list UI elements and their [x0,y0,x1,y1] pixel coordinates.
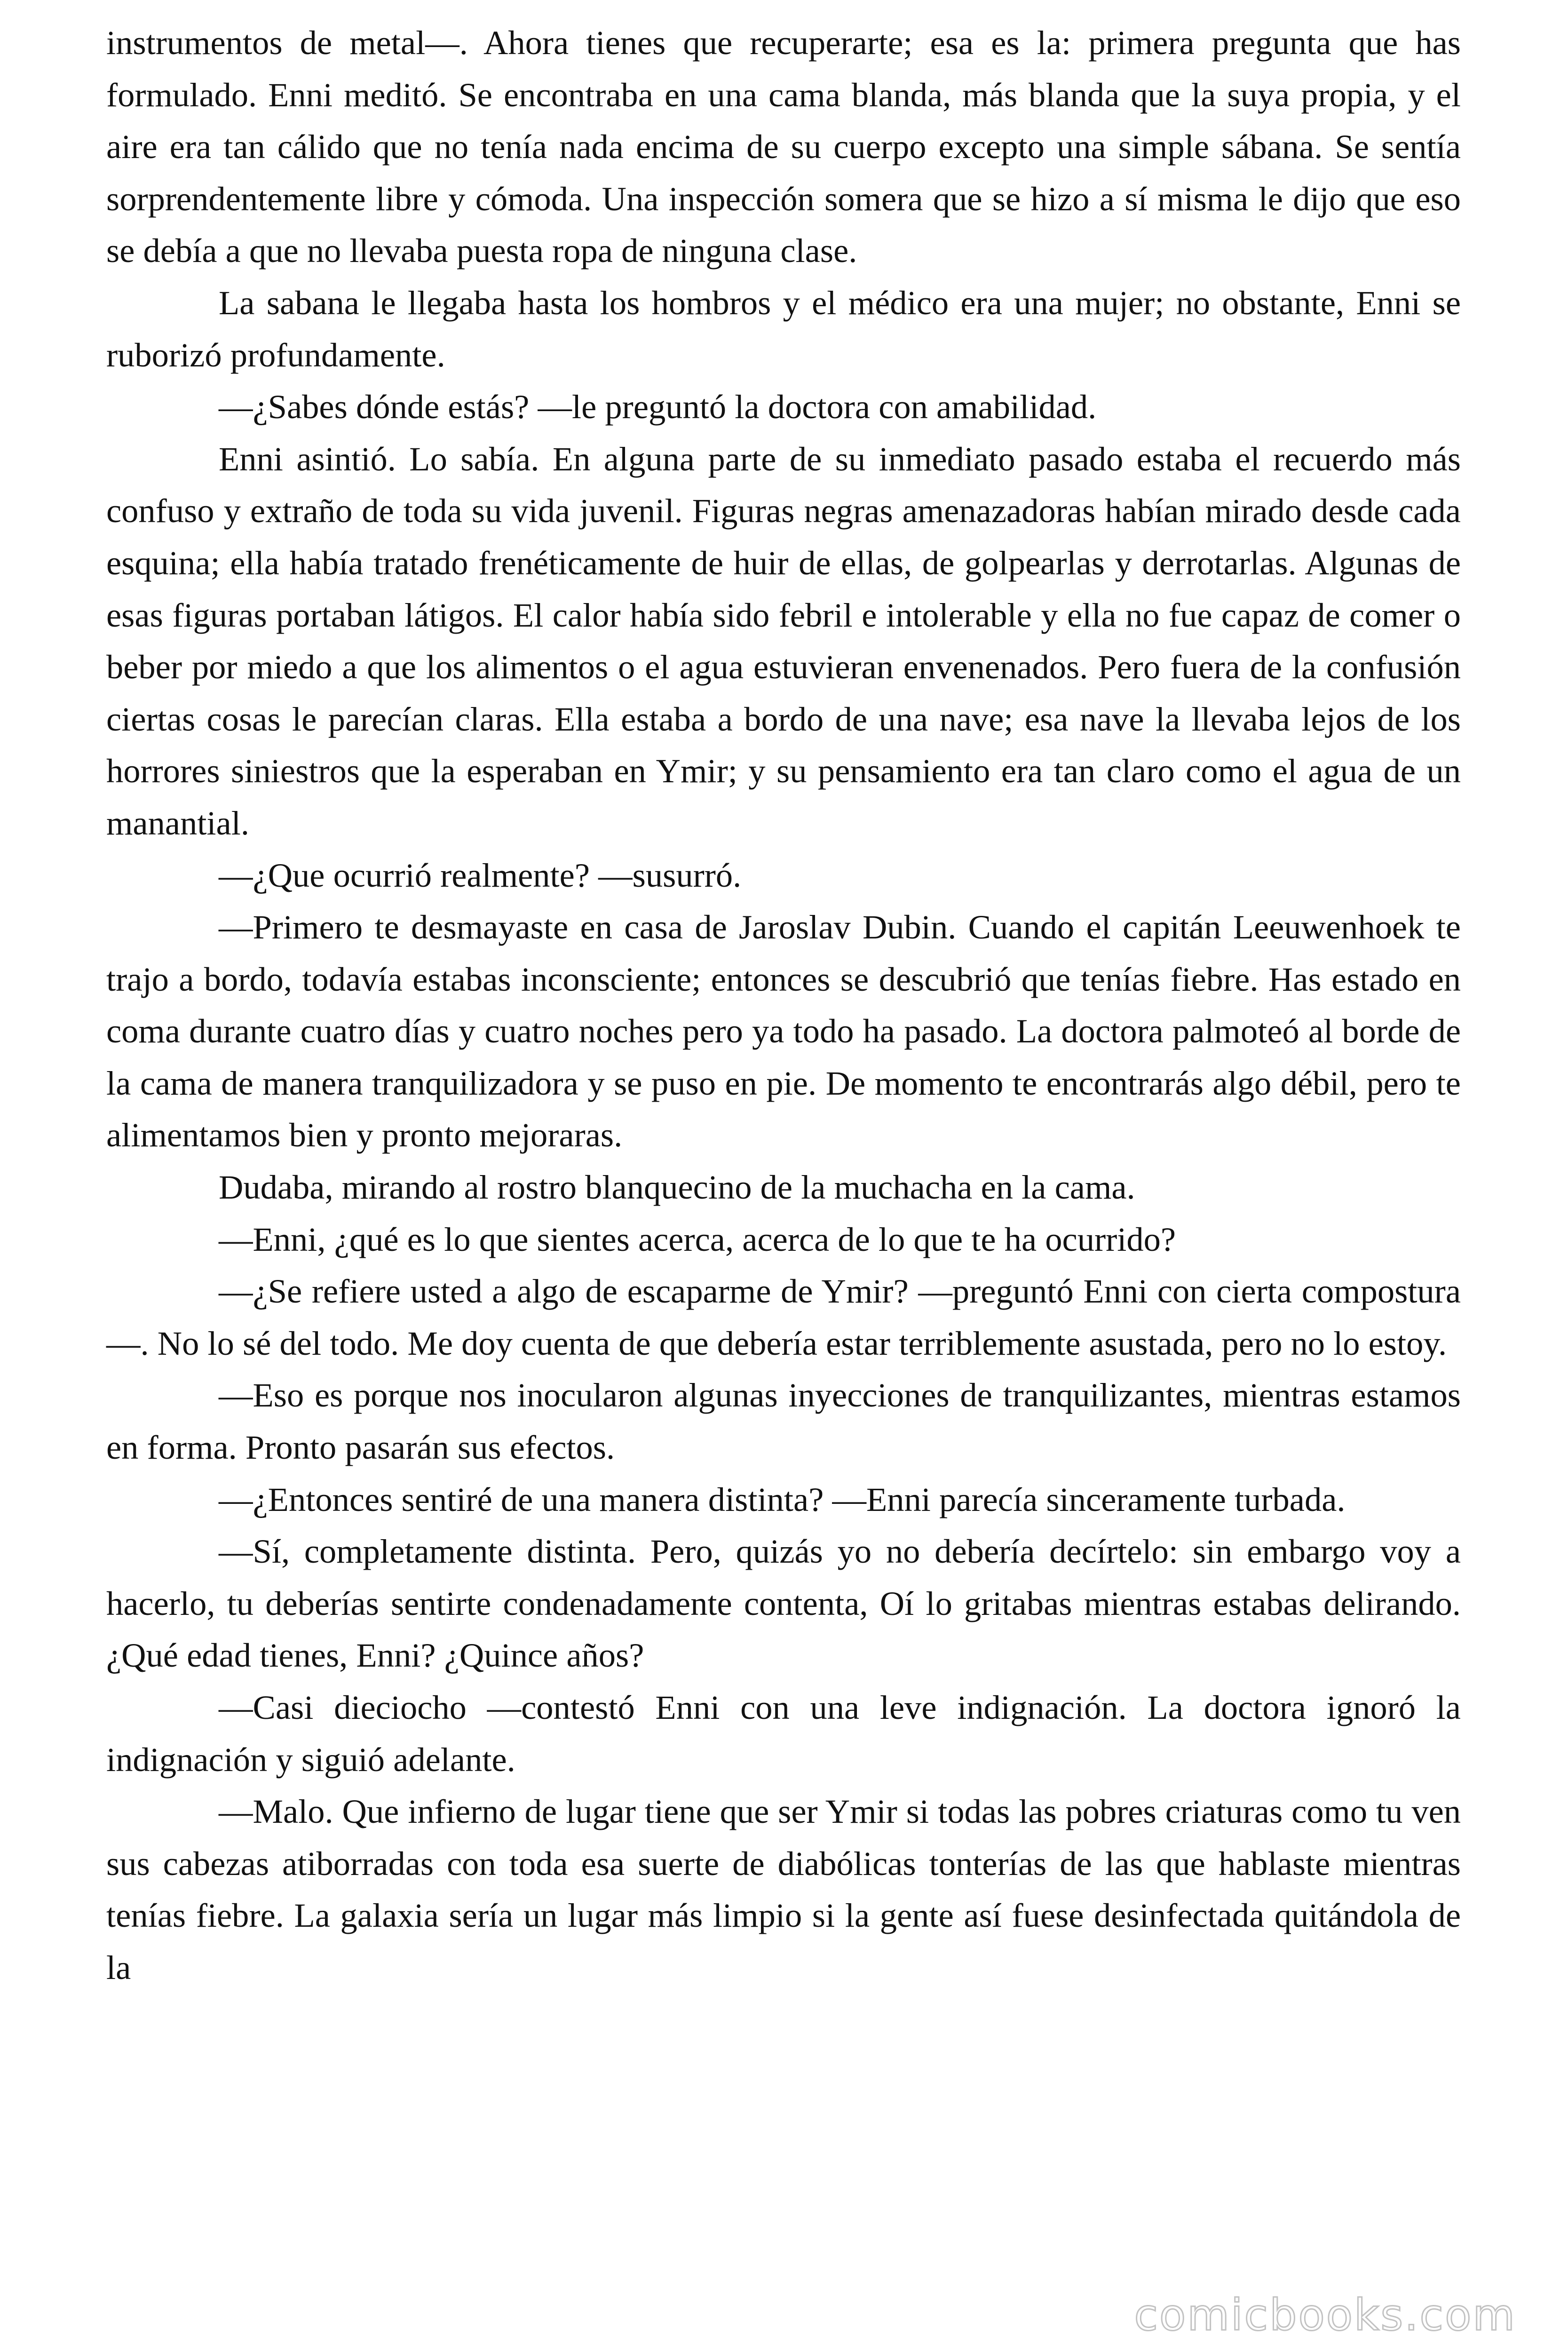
paragraph-14: —Malo. Que infierno de lugar tiene que ser Ymir si todas las pobres criaturas como tu ven sus cabezas atiborradas con toda esa suerte de diabólicas tonterías de las que hablaste mientras tenías fiebre. La galaxia sería un lugar más limpio si la gente así fuese desinfectada quitándola de la [106,1792,1461,1986]
paragraph-12: —Sí, completamente distinta. Pero, quizás yo no debería decírtelo: sin embargo voy a hacerlo, tu deberías sentirte condenadamente contenta, Oí lo gritabas mientras estabas delirando. ¿Qué edad tienes, Enni? ¿Quince años? [106,1532,1461,1675]
paragraph-2: La sabana le llegaba hasta los hombros y el médico era una mujer; no obstante, Enni se ruborizó profundamente. [106,283,1461,374]
paragraph-1: instrumentos de metal—. Ahora tienes que recuperarte; esa es la: primera pregunta que has formulado. Enni meditó. Se encontraba en una cama blanda, más blanda que la suya propia, y el aire era tan cálido que no tenía nada encima de su cuerpo excepto una simple sábana. Se sentía sorprendentemente libre y cómoda. Una inspección somera que se hizo a sí misma le dijo que eso se debía a que no llevaba puesta ropa de ninguna clase. [106,24,1461,270]
paragraph-7: Dudaba, mirando al rostro blanquecino de la muchacha en la cama. [219,1168,1135,1207]
paragraph-8: —Enni, ¿qué es lo que sientes acerca, acerca de lo que te ha ocurrido? [219,1220,1176,1258]
paragraph-9: —¿Se refiere usted a algo de escaparme de Ymir? —preguntó Enni con cierta compostura—. No lo sé del todo. Me doy cuenta de que debería estar terriblemente asustada, pero no lo estoy. [106,1272,1461,1362]
paragraph-4: Enni asintió. Lo sabía. En alguna parte de su inmediato pasado estaba el recuerdo más confuso y extraño de toda su vida juvenil. Figuras negras amenazadoras habían mirado desde cada esquina; ella había tratado frenéticamente de huir de ellas, de golpearlas y derrotarlas. Algunas de esas figuras portaban látigos. El calor había sido febril e intolerable y ella no fue capaz de comer o beber por miedo a que los alimentos o el agua estuvieran envenenados. Pero fuera de la confusión ciertas cosas le parecían claras. Ella estaba a bordo de una nave; esa nave la llevaba lejos de los horrores siniestros que la esperaban en Ymir; y su pensamiento era tan claro como el agua de un manantial. [106,439,1461,842]
paragraph-10: —Eso es porque nos inocularon algunas inyecciones de tranquilizantes, mientras estamos en forma. Pronto pasarán sus efectos. [106,1376,1461,1467]
paragraph-6: —Primero te desmayaste en casa de Jaroslav Dubin. Cuando el capitán Leeuwenhoek te trajo a bordo, todavía estabas inconsciente; entonces se descubrió que tenías fiebre. Has estado en coma durante cuatro días y cuatro noches pero ya todo ha pasado. La doctora palmoteó al borde de la cama de manera tranquilizadora y se puso en pie. De momento te encontrarás algo débil, pero te alimentamos bien y pronto mejoraras. [106,908,1461,1154]
page-text [106,17,1461,1994]
paragraph-13: —Casi dieciocho —contestó Enni con una leve indignación. La doctora ignoró la indignación y siguió adelante. [106,1688,1461,1779]
watermark: comicbooks.com [1134,2290,1516,2340]
paragraph-3: —¿Sabes dónde estás? —le preguntó la doctora con amabilidad. [219,388,1097,426]
paragraph-5: —¿Que ocurrió realmente? —susurró. [219,856,742,894]
paragraph-11: —¿Entonces sentiré de una manera distinta? —Enni parecía sinceramente turbada. [219,1480,1346,1518]
